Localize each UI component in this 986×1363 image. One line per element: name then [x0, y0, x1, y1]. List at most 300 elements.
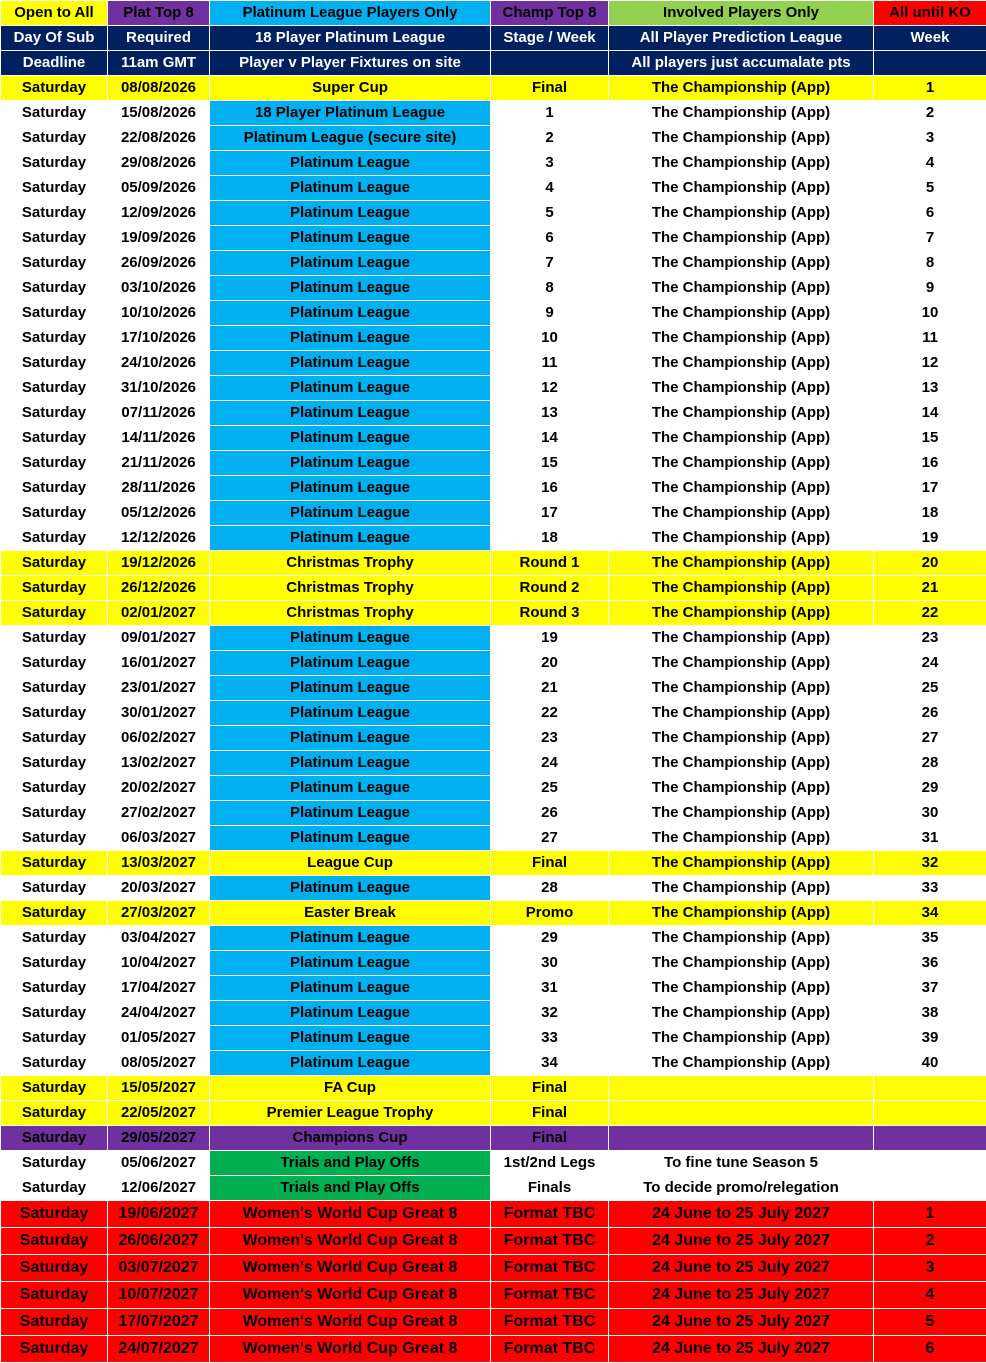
prediction-league-cell: To fine tune Season 5	[609, 1151, 874, 1176]
competition-cell: Platinum League	[210, 751, 491, 776]
stage-cell: 11	[491, 351, 609, 376]
prediction-league-cell: The Championship (App)	[609, 701, 874, 726]
date-cell: 12/12/2026	[108, 526, 210, 551]
date-cell: 30/01/2027	[108, 701, 210, 726]
stage-cell: 18	[491, 526, 609, 551]
competition-cell: Women's World Cup Great 8	[210, 1282, 491, 1309]
date-cell: 20/03/2027	[108, 876, 210, 901]
prediction-league-cell: The Championship (App)	[609, 351, 874, 376]
prediction-league-cell: The Championship (App)	[609, 776, 874, 801]
competition-cell: Trials and Play Offs	[210, 1151, 491, 1176]
competition-cell: Platinum League	[210, 876, 491, 901]
week-cell: 33	[874, 876, 986, 901]
day-cell: Saturday	[1, 451, 108, 476]
header-cell: Involved Players Only	[609, 1, 874, 26]
week-cell: 5	[874, 176, 986, 201]
table-row	[1, 951, 986, 976]
week-cell: 2	[874, 101, 986, 126]
day-cell: Saturday	[1, 926, 108, 951]
prediction-league-cell: 24 June to 25 July 2027	[609, 1336, 874, 1363]
date-cell: 17/07/2027	[108, 1309, 210, 1336]
day-cell: Saturday	[1, 576, 108, 601]
stage-cell: 9	[491, 301, 609, 326]
date-cell: 14/11/2026	[108, 426, 210, 451]
stage-cell: 14	[491, 426, 609, 451]
competition-cell: Platinum League	[210, 301, 491, 326]
competition-cell: Christmas Trophy	[210, 551, 491, 576]
stage-cell: 32	[491, 1001, 609, 1026]
header-cell: Player v Player Fixtures on site	[210, 51, 491, 76]
stage-cell: 12	[491, 376, 609, 401]
day-cell: Saturday	[1, 176, 108, 201]
day-cell: Saturday	[1, 1051, 108, 1076]
week-cell: 24	[874, 651, 986, 676]
week-cell: 16	[874, 451, 986, 476]
day-cell: Saturday	[1, 1282, 108, 1309]
day-cell: Saturday	[1, 1309, 108, 1336]
date-cell: 24/07/2027	[108, 1336, 210, 1363]
week-cell: 23	[874, 626, 986, 651]
prediction-league-cell: The Championship (App)	[609, 751, 874, 776]
header-cell: Champ Top 8	[491, 1, 609, 26]
competition-cell: Christmas Trophy	[210, 576, 491, 601]
stage-cell: 22	[491, 701, 609, 726]
competition-cell: Platinum League	[210, 501, 491, 526]
prediction-league-cell: To decide promo/relegation	[609, 1176, 874, 1201]
week-cell: 13	[874, 376, 986, 401]
table-row	[1, 526, 986, 551]
header-cell: All until KO	[874, 1, 986, 26]
date-cell: 19/09/2026	[108, 226, 210, 251]
stage-cell: 16	[491, 476, 609, 501]
week-cell: 20	[874, 551, 986, 576]
date-cell: 03/07/2027	[108, 1255, 210, 1282]
stage-cell: 33	[491, 1026, 609, 1051]
table-row	[1, 551, 986, 576]
stage-cell: Format TBC	[491, 1228, 609, 1255]
date-cell: 12/09/2026	[108, 201, 210, 226]
day-cell: Saturday	[1, 1336, 108, 1363]
prediction-league-cell: The Championship (App)	[609, 326, 874, 351]
prediction-league-cell: The Championship (App)	[609, 1051, 874, 1076]
date-cell: 16/01/2027	[108, 651, 210, 676]
date-cell: 05/06/2027	[108, 1151, 210, 1176]
day-cell: Saturday	[1, 1255, 108, 1282]
stage-cell: 3	[491, 151, 609, 176]
table-row	[1, 126, 986, 151]
stage-cell: 10	[491, 326, 609, 351]
header-cell: Open to All	[1, 1, 108, 26]
week-cell: 17	[874, 476, 986, 501]
week-cell: 32	[874, 851, 986, 876]
stage-cell: 28	[491, 876, 609, 901]
date-cell: 09/01/2027	[108, 626, 210, 651]
day-cell: Saturday	[1, 876, 108, 901]
week-cell: 5	[874, 1309, 986, 1336]
week-cell: 3	[874, 126, 986, 151]
stage-cell: Round 2	[491, 576, 609, 601]
date-cell: 19/12/2026	[108, 551, 210, 576]
table-row	[1, 451, 986, 476]
stage-cell: 25	[491, 776, 609, 801]
stage-cell: Final	[491, 1076, 609, 1101]
prediction-league-cell: 24 June to 25 July 2027	[609, 1255, 874, 1282]
competition-cell: Premier League Trophy	[210, 1101, 491, 1126]
header-cell: All Player Prediction League	[609, 26, 874, 51]
day-cell: Saturday	[1, 326, 108, 351]
date-cell: 23/01/2027	[108, 676, 210, 701]
prediction-league-cell: The Championship (App)	[609, 626, 874, 651]
day-cell: Saturday	[1, 351, 108, 376]
week-cell	[874, 1076, 986, 1101]
date-cell: 10/07/2027	[108, 1282, 210, 1309]
table-row	[1, 1201, 986, 1228]
table-row	[1, 976, 986, 1001]
stage-cell: 17	[491, 501, 609, 526]
date-cell: 26/06/2027	[108, 1228, 210, 1255]
prediction-league-cell: The Championship (App)	[609, 976, 874, 1001]
competition-cell: Platinum League	[210, 376, 491, 401]
date-cell: 10/10/2026	[108, 301, 210, 326]
table-row	[1, 1176, 986, 1201]
table-row	[1, 1309, 986, 1336]
stage-cell: 8	[491, 276, 609, 301]
week-cell: 40	[874, 1051, 986, 1076]
date-cell: 27/03/2027	[108, 901, 210, 926]
date-cell: 03/04/2027	[108, 926, 210, 951]
prediction-league-cell: The Championship (App)	[609, 251, 874, 276]
table-row	[1, 726, 986, 751]
day-cell: Saturday	[1, 476, 108, 501]
prediction-league-cell: The Championship (App)	[609, 501, 874, 526]
day-cell: Saturday	[1, 401, 108, 426]
date-cell: 31/10/2026	[108, 376, 210, 401]
competition-cell: Women's World Cup Great 8	[210, 1255, 491, 1282]
stage-cell: 23	[491, 726, 609, 751]
prediction-league-cell: The Championship (App)	[609, 76, 874, 101]
header-cell: Plat Top 8	[108, 1, 210, 26]
day-cell: Saturday	[1, 551, 108, 576]
day-cell: Saturday	[1, 951, 108, 976]
day-cell: Saturday	[1, 676, 108, 701]
table-row	[1, 1255, 986, 1282]
table-row	[1, 1336, 986, 1363]
competition-cell: 18 Player Platinum League	[210, 101, 491, 126]
day-cell: Saturday	[1, 601, 108, 626]
prediction-league-cell: The Championship (App)	[609, 451, 874, 476]
stage-cell: 13	[491, 401, 609, 426]
competition-cell: Platinum League	[210, 176, 491, 201]
week-cell: 4	[874, 151, 986, 176]
competition-cell: Women's World Cup Great 8	[210, 1228, 491, 1255]
stage-cell: Final	[491, 76, 609, 101]
prediction-league-cell: The Championship (App)	[609, 151, 874, 176]
day-cell: Saturday	[1, 126, 108, 151]
day-cell: Saturday	[1, 851, 108, 876]
competition-cell: Platinum League	[210, 226, 491, 251]
week-cell	[874, 1126, 986, 1151]
competition-cell: Platinum League	[210, 401, 491, 426]
day-cell: Saturday	[1, 651, 108, 676]
date-cell: 05/12/2026	[108, 501, 210, 526]
week-cell: 39	[874, 1026, 986, 1051]
stage-cell: Final	[491, 851, 609, 876]
prediction-league-cell: The Championship (App)	[609, 226, 874, 251]
table-row	[1, 851, 986, 876]
header-cell: Deadline	[1, 51, 108, 76]
date-cell: 06/03/2027	[108, 826, 210, 851]
date-cell: 21/11/2026	[108, 451, 210, 476]
stage-cell: 34	[491, 1051, 609, 1076]
stage-cell: 15	[491, 451, 609, 476]
date-cell: 19/06/2027	[108, 1201, 210, 1228]
prediction-league-cell: The Championship (App)	[609, 201, 874, 226]
table-row	[1, 901, 986, 926]
day-cell: Saturday	[1, 226, 108, 251]
prediction-league-cell: The Championship (App)	[609, 926, 874, 951]
stage-cell: Format TBC	[491, 1201, 609, 1228]
table-row	[1, 701, 986, 726]
day-cell: Saturday	[1, 776, 108, 801]
competition-cell: Platinum League	[210, 476, 491, 501]
date-cell: 13/02/2027	[108, 751, 210, 776]
date-cell: 20/02/2027	[108, 776, 210, 801]
stage-cell: Round 1	[491, 551, 609, 576]
table-row	[1, 776, 986, 801]
table-row	[1, 1126, 986, 1151]
header-cell: 18 Player Platinum League	[210, 26, 491, 51]
competition-cell: FA Cup	[210, 1076, 491, 1101]
week-cell: 10	[874, 301, 986, 326]
table-row	[1, 251, 986, 276]
date-cell: 08/08/2026	[108, 76, 210, 101]
date-cell: 02/01/2027	[108, 601, 210, 626]
day-cell: Saturday	[1, 826, 108, 851]
week-cell: 22	[874, 601, 986, 626]
prediction-league-cell: The Championship (App)	[609, 101, 874, 126]
prediction-league-cell: 24 June to 25 July 2027	[609, 1228, 874, 1255]
day-cell: Saturday	[1, 101, 108, 126]
stage-cell: 21	[491, 676, 609, 701]
table-row	[1, 101, 986, 126]
competition-cell: Super Cup	[210, 76, 491, 101]
competition-cell: League Cup	[210, 851, 491, 876]
day-cell: Saturday	[1, 526, 108, 551]
stage-cell: 6	[491, 226, 609, 251]
prediction-league-cell: 24 June to 25 July 2027	[609, 1309, 874, 1336]
week-cell: 28	[874, 751, 986, 776]
day-cell: Saturday	[1, 251, 108, 276]
competition-cell: Platinum League	[210, 351, 491, 376]
prediction-league-cell: The Championship (App)	[609, 476, 874, 501]
prediction-league-cell: The Championship (App)	[609, 826, 874, 851]
week-cell: 19	[874, 526, 986, 551]
stage-cell: Format TBC	[491, 1282, 609, 1309]
date-cell: 15/05/2027	[108, 1076, 210, 1101]
week-cell: 6	[874, 201, 986, 226]
table-row	[1, 401, 986, 426]
week-cell: 9	[874, 276, 986, 301]
competition-cell: Women's World Cup Great 8	[210, 1336, 491, 1363]
week-cell: 35	[874, 926, 986, 951]
table-row	[1, 1101, 986, 1126]
prediction-league-cell: The Championship (App)	[609, 551, 874, 576]
date-cell: 22/08/2026	[108, 126, 210, 151]
date-cell: 13/03/2027	[108, 851, 210, 876]
stage-cell: 27	[491, 826, 609, 851]
date-cell: 10/04/2027	[108, 951, 210, 976]
day-cell: Saturday	[1, 701, 108, 726]
competition-cell: Champions Cup	[210, 1126, 491, 1151]
table-row	[1, 1051, 986, 1076]
table-row	[1, 576, 986, 601]
table-row	[1, 1228, 986, 1255]
header-cell: Required	[108, 26, 210, 51]
date-cell: 12/06/2027	[108, 1176, 210, 1201]
day-cell: Saturday	[1, 1001, 108, 1026]
date-cell: 24/10/2026	[108, 351, 210, 376]
header-columns-row	[1, 26, 986, 51]
date-cell: 26/09/2026	[108, 251, 210, 276]
date-cell: 24/04/2027	[108, 1001, 210, 1026]
day-cell: Saturday	[1, 726, 108, 751]
prediction-league-cell: The Championship (App)	[609, 1001, 874, 1026]
table-row	[1, 176, 986, 201]
competition-cell: Platinum League	[210, 626, 491, 651]
stage-cell: 7	[491, 251, 609, 276]
prediction-league-cell: The Championship (App)	[609, 801, 874, 826]
table-row	[1, 651, 986, 676]
day-cell: Saturday	[1, 1228, 108, 1255]
week-cell: 18	[874, 501, 986, 526]
day-cell: Saturday	[1, 1151, 108, 1176]
stage-cell: 1st/2nd Legs	[491, 1151, 609, 1176]
table-row	[1, 376, 986, 401]
prediction-league-cell: The Championship (App)	[609, 126, 874, 151]
competition-cell: Platinum League	[210, 976, 491, 1001]
table-row	[1, 1026, 986, 1051]
prediction-league-cell: The Championship (App)	[609, 951, 874, 976]
week-cell: 14	[874, 401, 986, 426]
table-row	[1, 351, 986, 376]
week-cell: 3	[874, 1255, 986, 1282]
table-row	[1, 1001, 986, 1026]
prediction-league-cell: The Championship (App)	[609, 851, 874, 876]
stage-cell: 30	[491, 951, 609, 976]
table-row	[1, 1151, 986, 1176]
date-cell: 07/11/2026	[108, 401, 210, 426]
day-cell: Saturday	[1, 1101, 108, 1126]
week-cell	[874, 1176, 986, 1201]
day-cell: Saturday	[1, 976, 108, 1001]
prediction-league-cell: The Championship (App)	[609, 726, 874, 751]
table-row	[1, 751, 986, 776]
table-row	[1, 201, 986, 226]
stage-cell: 5	[491, 201, 609, 226]
week-cell: 11	[874, 326, 986, 351]
week-cell: 21	[874, 576, 986, 601]
stage-cell: 1	[491, 101, 609, 126]
week-cell: 36	[874, 951, 986, 976]
date-cell: 26/12/2026	[108, 576, 210, 601]
stage-cell: Format TBC	[491, 1336, 609, 1363]
week-cell: 27	[874, 726, 986, 751]
day-cell: Saturday	[1, 1201, 108, 1228]
stage-cell: 2	[491, 126, 609, 151]
week-cell: 25	[874, 676, 986, 701]
stage-cell: 26	[491, 801, 609, 826]
date-cell: 15/08/2026	[108, 101, 210, 126]
prediction-league-cell: The Championship (App)	[609, 301, 874, 326]
header-legend-row	[1, 1, 986, 26]
stage-cell: Format TBC	[491, 1309, 609, 1336]
date-cell: 05/09/2026	[108, 176, 210, 201]
competition-cell: Platinum League	[210, 951, 491, 976]
competition-cell: Platinum League	[210, 826, 491, 851]
competition-cell: Christmas Trophy	[210, 601, 491, 626]
week-cell: 2	[874, 1228, 986, 1255]
header-cell: Platinum League Players Only	[210, 1, 491, 26]
stage-cell: 24	[491, 751, 609, 776]
date-cell: 01/05/2027	[108, 1026, 210, 1051]
prediction-league-cell: The Championship (App)	[609, 526, 874, 551]
date-cell: 27/02/2027	[108, 801, 210, 826]
day-cell: Saturday	[1, 76, 108, 101]
header-subcolumns-row	[1, 51, 986, 76]
day-cell: Saturday	[1, 151, 108, 176]
day-cell: Saturday	[1, 1126, 108, 1151]
table-row	[1, 801, 986, 826]
date-cell: 06/02/2027	[108, 726, 210, 751]
table-row	[1, 501, 986, 526]
day-cell: Saturday	[1, 301, 108, 326]
week-cell: 37	[874, 976, 986, 1001]
week-cell: 26	[874, 701, 986, 726]
week-cell: 6	[874, 1336, 986, 1363]
competition-cell: Platinum League	[210, 926, 491, 951]
stage-cell: 19	[491, 626, 609, 651]
prediction-league-cell: The Championship (App)	[609, 901, 874, 926]
day-cell: Saturday	[1, 1176, 108, 1201]
prediction-league-cell	[609, 1076, 874, 1101]
stage-cell: Format TBC	[491, 1255, 609, 1282]
date-cell: 22/05/2027	[108, 1101, 210, 1126]
competition-cell: Platinum League	[210, 326, 491, 351]
competition-cell: Women's World Cup Great 8	[210, 1309, 491, 1336]
day-cell: Saturday	[1, 426, 108, 451]
table-row	[1, 276, 986, 301]
competition-cell: Platinum League	[210, 701, 491, 726]
prediction-league-cell: The Championship (App)	[609, 676, 874, 701]
date-cell: 28/11/2026	[108, 476, 210, 501]
competition-cell: Platinum League (secure site)	[210, 126, 491, 151]
stage-cell: 31	[491, 976, 609, 1001]
week-cell: 31	[874, 826, 986, 851]
competition-cell: Platinum League	[210, 726, 491, 751]
competition-cell: Platinum League	[210, 451, 491, 476]
header-cell	[491, 51, 609, 76]
table-body	[1, 76, 986, 1363]
prediction-league-cell: 24 June to 25 July 2027	[609, 1282, 874, 1309]
day-cell: Saturday	[1, 276, 108, 301]
table-row	[1, 226, 986, 251]
header-cell: All players just accumalate pts	[609, 51, 874, 76]
prediction-league-cell: The Championship (App)	[609, 401, 874, 426]
date-cell: 29/08/2026	[108, 151, 210, 176]
table-row	[1, 626, 986, 651]
date-cell: 29/05/2027	[108, 1126, 210, 1151]
week-cell: 38	[874, 1001, 986, 1026]
